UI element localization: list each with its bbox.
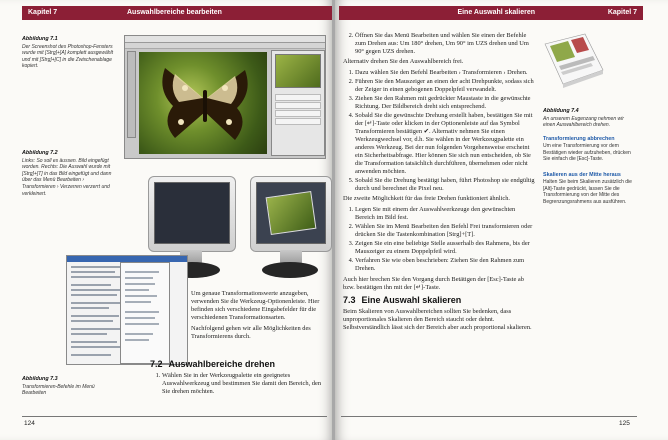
- book-photo: [541, 30, 607, 92]
- left-folio: 124: [24, 420, 35, 427]
- caption-7-1-title: Abbildung 7.1: [22, 36, 58, 42]
- right-header-chapter: [541, 6, 643, 20]
- left-footer-rule: [22, 416, 327, 417]
- butterfly-image: [155, 60, 255, 152]
- list-b-item: 3. Zeigen Sie ein eine beliebige Stelle ausserhalb des Rahmens, bis der Mauszeiger zu einem Doppelpfeil wird.: [355, 240, 536, 256]
- left-body-text: [191, 290, 326, 343]
- tip-skalieren-text: Halten Sie beim Skalieren zusätzlich die [Alt]-Taste gedrückt, lassen Sie die Transformierung von der Mitte des Begrenzungsrahmens aus ausführen.: [543, 179, 632, 205]
- list-a-item: 2. Führen Sie den Mauszeiger an einen der acht Drehpunkte, sodass sich der Zeiger in einen gebogenen Doppelpfeil verwandelt.: [355, 78, 536, 94]
- heading-7-3: [343, 296, 536, 304]
- caption-7-2: [22, 150, 114, 197]
- list-a-item: 4. Sobald Sie die gewünschte Drehung erstellt haben, bestätigen Sie mit der [↵]-Taste oder klicken in der Optionenleiste auf das Symbol Transformieren bestätigen ✔. Alternativ nehmen Sie einen Werkzeugwechsel vor, d.h. Sie wählen in der Werkzeugpalette ein anderes Werkzeug. Bei der nun folgenden Vorgehensweise erscheint ein Sicherheitsabfrage. Hier können Sie sich nun entscheiden, ob Sie die Transformation tatsächlich durchführen, übernehmen oder nicht anwenden möchten.: [355, 112, 536, 176]
- caption-7-2-title: Abbildung 7.2: [22, 150, 58, 156]
- right-page: [335, 0, 668, 440]
- step-1: 1. Wählen Sie in der Werkzeugpalette ein geeignetes Auswahlwerkzeug und bestimmen Sie damit den Bereich, den Sie drehen möchten.: [162, 372, 326, 396]
- right-folio: 125: [619, 420, 630, 427]
- ps-options-bar: [125, 43, 325, 49]
- photoshop-screenshot: [124, 35, 326, 159]
- ps-layer-row: [275, 102, 321, 109]
- caption-7-3-title: Abbildung 7.3: [22, 376, 58, 382]
- caption-7-4-text: An unserem Eugenzang nehmen wir einen Auswahlbereich drehen.: [543, 115, 624, 129]
- right-body-text: [343, 32, 536, 334]
- section-7-3-text: Beim Skalieren von Auswahlbereichen sollten Sie bedenken, dass unproportionales Skalieren den Bereich staucht oder dehnt. Selbstverständlich lässt sich der Bereich aber auch proportional skalieren.: [343, 307, 532, 331]
- caption-7-4: [543, 108, 633, 129]
- ps-navigator-thumb: [275, 54, 321, 88]
- list-b-item: 4. Verfahren Sie wie oben beschrieben: Ziehen Sie den Rahmen zum Drehen.: [355, 257, 536, 273]
- transform-submenu: [120, 262, 170, 364]
- ps-layer-row: [275, 110, 321, 117]
- left-chapter-label: Kapitel 7: [28, 9, 58, 16]
- alt-text: Alternativ drehen Sie den Auswahlbereich frei.: [343, 58, 464, 66]
- heading-7-2-number: 7.2: [150, 359, 163, 369]
- list-b-item: 2. Wählen Sie im Menü Bearbeiten den Befehl Frei transformieren oder drücken Sie die Tastenkombination [Strg]+[T].: [355, 223, 536, 239]
- right-chapter-label: Kapitel 7: [607, 9, 637, 16]
- ps-menubar: [125, 36, 325, 43]
- left-page: [0, 0, 333, 440]
- monitor-right: [250, 176, 333, 288]
- caption-7-1: [22, 36, 114, 70]
- heading-7-3-number: 7.3: [343, 294, 356, 305]
- list-a-item: 3. Ziehen Sie den Rahmen mit gedrückter Maustaste in die gewünschte Richtung. Der Bildbereich dreht sich entsprechend.: [355, 95, 536, 111]
- second-way-text: Die zweite Möglichkeit für das freie Drehen funktioniert ähnlich.: [343, 195, 510, 203]
- heading-7-3-title: Eine Auswahl skalieren: [361, 294, 462, 305]
- right-section-label: Eine Auswahl skalieren: [457, 9, 535, 16]
- list-a-item: 5. Sobald Sie die Drehung bestätigt haben, führt Photoshop sie endgültig durch und berechnet die Pixel neu.: [355, 177, 536, 193]
- tip-abbrechen-text: Um eine Transformierung vor dem Bestätigen wieder aufzuheben, drücken Sie einfach die [Esc]-Taste.: [543, 143, 631, 163]
- intro-paragraph-2: Nachfolgend gehen wir alle Möglichkeiten des Transformierens durch.: [191, 324, 311, 340]
- heading-7-2-title: Auswahlbereiche drehen: [168, 359, 276, 369]
- list-a-item: 1. Dazu wählen Sie den Befehl Bearbeiten › Transformieren › Drehen.: [355, 69, 536, 77]
- heading-7-2: [150, 360, 326, 368]
- tip-abbrechen-title: Transformierung abbrechen: [543, 136, 615, 142]
- right-footer-rule: [341, 416, 637, 417]
- caption-7-4-title: Abbildung 7.4: [543, 108, 579, 114]
- left-section-7-2: [150, 356, 326, 398]
- intro-paragraph: Um genaue Transformationswerte anzugeben, verwenden Sie die Werkzeug-Optionenleiste. Hier befinden sich verschiedene Eingabefelder für die verschiedenen Transformationsarten.: [191, 290, 320, 322]
- ps-layer-row: [275, 118, 321, 125]
- caption-7-2-text: Links: So soll es äussen. Bild eingefügt worden. Rechts: Die Auswahl wurde mit [Strg]+[T] in das Bild eingefügt und dann über das Menü Bearbeiten › Transformieren › Verzerren verzerrt und verkleinert.: [22, 157, 112, 197]
- tip-skalieren-title: Skalieren aus der Mitte heraus: [543, 172, 621, 178]
- confirm-text: Auch hier brechen Sie den Vorgang durch Betätigen der [Esc]-Taste ab bzw. bestätigen ihn mit der [↵]-Taste.: [343, 275, 524, 291]
- tip-skalieren: [543, 172, 633, 205]
- left-header-chapter: [22, 6, 123, 20]
- step-2: 2. Öffnen Sie das Menü Bearbeiten und wählen Sie einen der Befehle zum Drehen aus: Um 180° drehen, Um 90° im UZS drehen und Um 90° gegen UZS drehen.: [355, 32, 536, 56]
- ps-toolbox: [127, 51, 136, 138]
- caption-7-3: [22, 376, 102, 397]
- left-section-label: Auswahlbereiche bearbeiten: [127, 9, 222, 16]
- right-header-section: [339, 6, 541, 20]
- caption-7-1-text: Der Screenshot des Photoshop-Fensters wurde mit [Strg]+[A] komplett ausgewählt und mit [Strg]+[C] in die Zwischenablage kopiert.: [22, 43, 114, 70]
- caption-7-3-text: Transformieren-Befehle im Menü Bearbeiten: [22, 383, 95, 397]
- left-header-section: [121, 6, 333, 20]
- ps-layer-row: [275, 94, 321, 101]
- list-b-item: 1. Legen Sie mit einem der Auswahlwerkzeuge den gewünschten Bereich im Bild fest.: [355, 206, 536, 222]
- tip-abbrechen: [543, 136, 633, 163]
